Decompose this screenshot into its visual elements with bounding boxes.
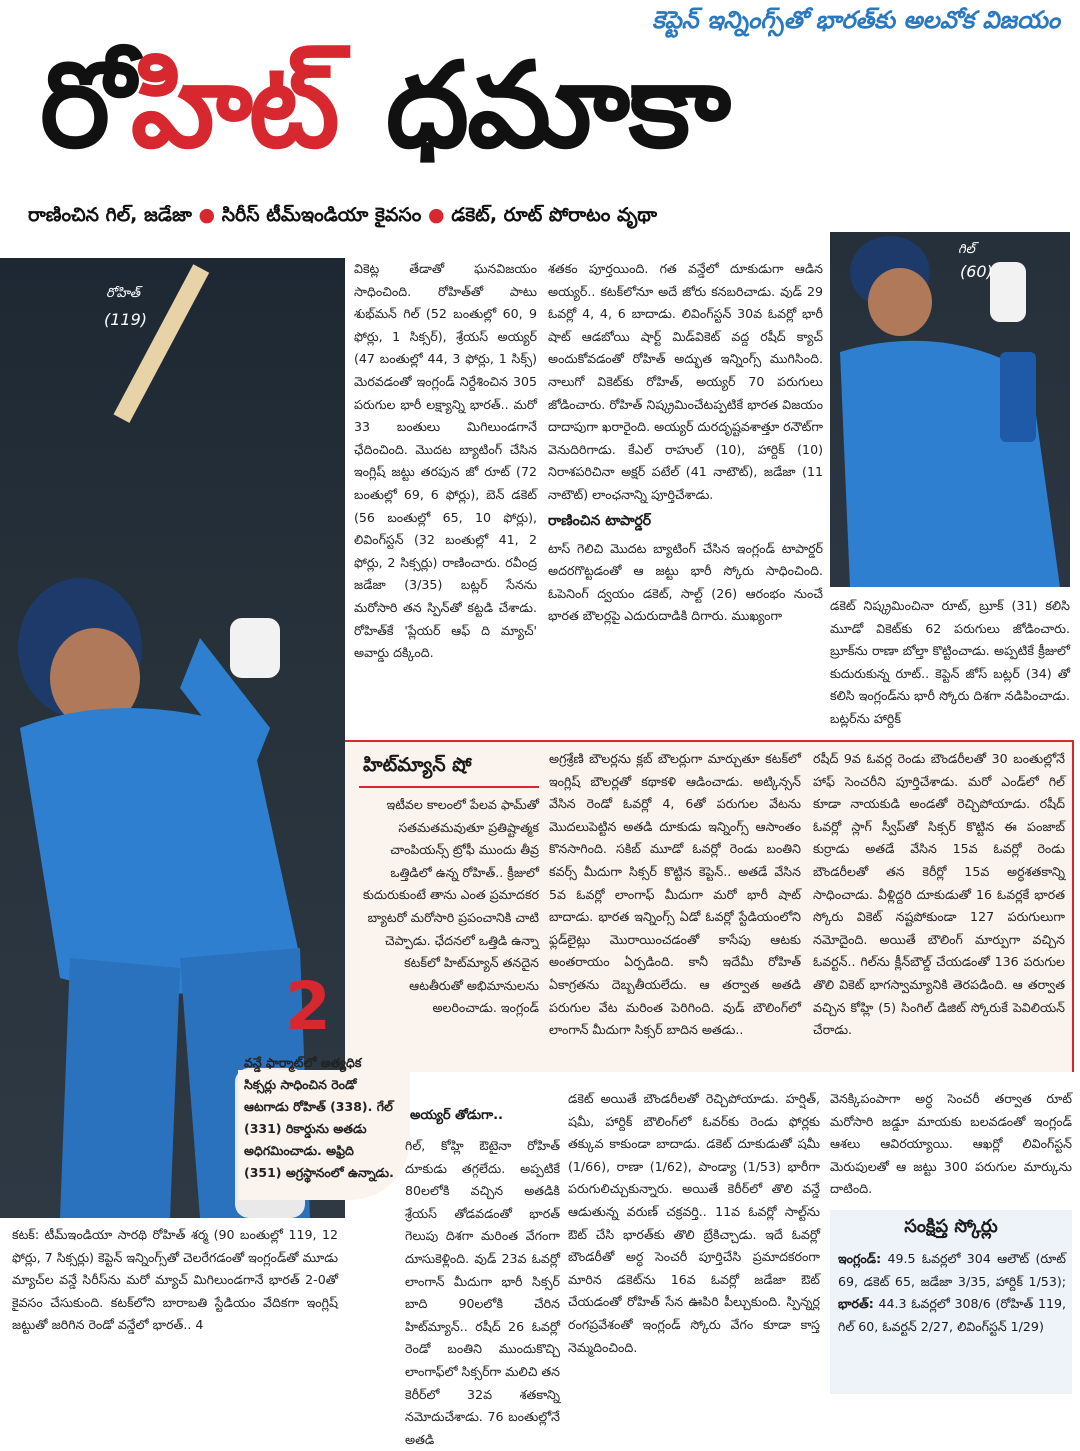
rohit-caption: రోహిత్ — [106, 286, 140, 301]
bullet-icon: ● — [198, 204, 216, 226]
article-bottom-col2: గిల్, కోహ్లి ఔటైనా రోహిత్ దూకుడు తగ్గలేదు. అప్పటికే 80లలోకి వచ్చిన అతడికి శ్రేయస్ తోడవడంతో భారత్ గెలుపు దిశగా మరింత వేగంగా దూసుకెళ్లింది. వుడ్ 23వ ఓవర్లో లాంగాన్ మీదుగా భారీ సిక్సర్ బాది 90లలోకి చేరిన హిట్‌మ్యాన్.. రషీద్ 26 ఓవర్లో రెండో బంతిని ముందుకొచ్చి లాంగాఫ్‌లో సిక్సర్‌గా మలిచి తన కెరీర్‌లో 32వ శతకాన్ని నమోదుచేశాడు. 76 బంతుల్లోనే అతడి — [405, 1138, 560, 1447]
scores-title: సంక్షిప్త స్కోర్లు — [904, 1216, 998, 1237]
scores-ind: 44.3 ఓవర్లలో 308/6 (రోహిత్ 119, గిల్ 60, ఓవర్టన్ 2/27, లివింగ్‌స్టన్ 1/29) — [838, 1296, 1066, 1334]
article-col3-top: శతకం పూర్తయింది. గత వన్డేలో దూకుడుగా ఆడిన అయ్యర్.. కటక్‌లోనూ అదే జోరు కనబరిచాడు. వుడ్ 29 ఓవర్లో 4, 4, 6 బాదాడు. లివింగ్‌స్టన్ 30వ ఓవర్లో భారీ షాట్ ఆడబోయి షార్ట్ మిడ్‌వికెట్ వద్ద రషీద్ క్యాచ్ అందుకోవడంతో రోహిత్ అద్భుత ఇన్నింగ్స్ ముగిసింది. నాలుగో వికెట్‌కు రోహిత్, అయ్యర్ 70 పరుగులు జోడించారు. రోహిత్ నిష్క్రమించేటప్పటికే భారత విజయం దాదాపుగా ఖరారైంది. అయ్యర్ దురదృష్టవశాత్తూ రనౌట్‌గా వెనుదిరిగాడు. కేఎల్ రాహుల్ (10), హార్దిక్ (10) నిరాశపరిచినా అక్షర్ పటేల్ (41 నాటౌట్), జడేజా (11 నాటౌట్) లాంఛనాన్ని పూర్తిచేశాడు. — [548, 261, 823, 502]
subhead-strip — [28, 204, 828, 240]
hitman-box-col1: ఇటీవల కాలంలో పేలవ ఫామ్‌తో సతమతమవుతూ ప్రతిష్టాత్మక చాంపియన్స్ ట్రోఫీ ముందు తీవ్ర ఒత్తిడిలో ఉన్న రోహిత్.. క్రీజులో కుదురుకుంటే తాను ఎంత ప్రమాదకర బ్యాటరో మరోసారి ప్రపంచానికి చాటి చెప్పాడు. ఛేదనలో ఒత్తిడి ఉన్నా కటక్‌లో హిట్‌మ్యాన్ తనదైన ఆటతీరుతో అభిమానులను అలరించాడు. ఇంగ్లండ్ — [362, 797, 539, 1016]
headline — [40, 36, 1060, 196]
gill-score: (60) — [960, 262, 993, 281]
bullet-icon: ● — [427, 204, 445, 226]
subhead-3: డకెట్, రూట్ పోరాటం వృథా — [451, 204, 657, 226]
subhead-1: రాణించిన గిల్, జడేజా — [28, 204, 192, 226]
scores-eng: 49.5 ఓవర్లలో 304 ఆలౌట్ (రూట్ 69, డకెట్ 65, జడేజా 3/35, హార్దిక్ 1/53); — [838, 1251, 1066, 1289]
gill-illustration — [830, 232, 1070, 587]
hitman-box-title: హిట్‌మ్యాన్ షో — [363, 754, 472, 776]
scores-ind-label: భారత్: — [838, 1296, 874, 1312]
gill-photo — [830, 232, 1070, 587]
article-col3-sub-text: టాస్ గెలిచి మొదట బ్యాటింగ్ చేసిన ఇంగ్లండ్ టాపార్డర్ అదరగొట్టడంతో ఆ జట్టు భారీ స్కోరు సాధించింది. ఓపెనింగ్ ద్వయం డకెట్, సాల్ట్ (26) ఆరంభం నుంచే భారత బౌలర్లపై ఎదురుదాడికి దిగారు. ముఖ్యంగా — [548, 540, 823, 624]
article-bottom-col3: డకెట్ అయితే బౌండరీలతో రెచ్చిపోయాడు. హర్షిత్, షమీ, హార్దిక్ బౌలింగ్‌లో ఓవర్‌కు రెండు ఫోర్లకు తక్కువ కాకుండా బాదాడు. డకెట్ దూకుడుతో షమీ (1/66), రాణా (1/62), పాండ్యా (1/53) భారీగా పరుగులిచ్చుకున్నారు. అయితే కెరీర్‌లో తొలి వన్డే ఆడుతున్న వరుణ్ చక్రవర్తి.. 11వ ఓవర్లో సాల్ట్‌ను ఔట్ చేసి భారత్‌కు తొలి బ్రేకిచ్చాడు. ఇదే ఓవర్లో బౌండరీతో అర్ధ సెంచరీ పూర్తిచేసి ప్రమాదకరంగా మారిన డకెట్‌ను 16వ ఓవర్లో జడేజా ఔట్ చేయడంతో రోహిత్ సేన ఊపిరి పీల్చుకుంది. స్పిన్నర్ల రంగప్రవేశంతో ఇంగ్లండ్ స్కోరు వేగం కూడా కాస్త నెమ్మదించింది. — [568, 1091, 820, 1355]
article-col3-top-wrap — [548, 258, 823, 728]
headline-part-ro: రో — [40, 36, 131, 174]
stat-text: వన్డే ఫార్మాట్‌లో అత్యధిక సిక్సర్లు సాధించిన రెండో ఆటగాడు రోహిత్ (338). గేల్ (331) రికార్డును అతడు అధిగమించాడు. అఫ్రిది (351) అగ్రస్థానంలో ఉన్నాడు. — [244, 1055, 394, 1180]
scores-eng-label: ఇంగ్లండ్: — [838, 1251, 882, 1266]
article-col4-top: డకెట్ నిష్క్రమించినా రూట్, బ్రూక్ (31) కలిసి మూడో వికెట్‌కు 62 పరుగులు జోడించారు. బ్రూక్‌ను రాణా బోల్తా కొట్టించాడు. అప్పటికే క్రీజులో కుదురుకున్న రూట్.. కెప్టెన్ జోస్ బట్లర్ (34) తో కలిసి ఇంగ్లండ్‌ను భారీ స్కోరు దిశగా నడిపించాడు. బట్లర్‌ను హార్దిక్ — [830, 598, 1070, 726]
col3-subheading: రాణించిన టాపార్డర్ — [548, 512, 652, 529]
hitman-box-title-underline — [359, 786, 539, 788]
article-bottom-col4: వెనక్కిపంపాగా అర్ధ సెంచరీ తర్వాత రూట్ మరోసారి జడ్డూ మాయకు బలవడంతో ఇంగ్లండ్ ఆశలు ఆవిరయ్యాయి. ఆఖర్లో లివింగ్‌స్టన్ మెరుపులతో ఆ జట్టు 300 పరుగుల మార్కును దాటింది. — [830, 1091, 1072, 1197]
hitman-box-col3: రషీద్ 9వ ఓవర్ల రెండు బౌండరీలతో 30 బంతుల్లోనే హాఫ్ సెంచరీని పూర్తిచేశాడు. మరో ఎండ్‌లో గిల్ కూడా నాయకుడి అండతో రెచ్చిపోయాడు. రషీద్ ఓవర్లో స్లాగ్ స్వీప్‌తో సిక్సర్ కొట్టిన ఈ పంజాబ్ కుర్రాడు అతడే వేసిన 15వ ఓవర్లో రెండు బౌండరీలతో తన కెరీర్లో 15వ అర్ధశతకాన్ని సాధించాడు. వీళ్లిద్దరి దూకుడుతో 16 ఓవర్లకే భారత స్కోరు వికెట్ నష్టపోకుండా 127 పరుగులుగా నమోదైంది. అయితే బౌలింగ్ మార్పుగా వచ్చిన ఓవర్టన్.. గిల్‌ను క్లీన్‌బౌల్డ్ చేయడంతో 136 పరుగుల తొలి వికెట్ భాగస్వామ్యానికి తెరపడింది. ఆ తర్వాత వచ్చిన కోహ్లి (5) సింగిల్ డిజిట్ స్కోరుకే పెవిలియన్ చేరాడు. — [813, 751, 1065, 1038]
hitman-box-col2: అగ్రశ్రేణి బౌలర్లను క్లబ్ బౌలర్లుగా మార్చుతూ కటక్‌లో ఇంగ్లిష్ బౌలర్లతో కథాకళి ఆడించాడు. అట్కిన్సన్ వేసిన రెండో ఓవర్లో 4, 6తో పరుగుల వేటను మొదలుపెట్టిన అతడి దూకుడు ఇన్నింగ్స్ ఆసాంతం కొనసాగింది. సకిబ్ మూడో ఓవర్లో రెండు బంతిని కవర్స్ మీదుగా సిక్సర్ కొట్టిన కెప్టెన్.. అతడే వేసిన 5వ ఓవర్లో లాంగాఫ్ మీదుగా మరో భారీ షాట్ బాదాడు. భారత ఇన్నింగ్స్ ఏడో ఓవర్లో స్టేడియంలోని ఫ్లడ్‌లైట్లు మొరాయించడంతో కాసేపు ఆటకు అంతరాయం ఏర్పడింది. కానీ ఇదేమీ రోహిత్ ఏకాగ్రతను దెబ్బతీయలేదు. ఆ తర్వాత అతడి పరుగుల వేట మరింత పెరిగింది. వుడ్ బౌలింగ్‌లో లాంగాన్ మీదుగా సిక్సర్ బాదిన అతడు.. — [549, 751, 801, 1038]
article-col2-top: వికెట్ల తేడాతో ఘనవిజయం సాధించింది. రోహిత్‌తో పాటు శుభ్‌మన్ గిల్ (52 బంతుల్లో 60, 9 ఫోర్లు, 1 సిక్సర్), శ్రేయస్ అయ్యర్ (47 బంతుల్లో 44, 3 ఫోర్లు, 1 సిక్స్) మెరవడంతో ఇంగ్లండ్ నిర్దేశించిన 305 పరుగుల భారీ లక్ష్యాన్ని భారత్.. మరో 33 బంతులు మిగిలుండగానే ఛేదించింది. మొదట బ్యాటింగ్ చేసిన ఇంగ్లిష్ జట్టు తరపున జో రూట్ (72 బంతుల్లో 69, 6 ఫోర్లు), బెన్ డకెట్ (56 బంతుల్లో 65, 10 ఫోర్లు), లివింగ్‌స్టన్ (32 బంతుల్లో 41, 2 ఫోర్లు, 2 సిక్సర్లు) రాణించారు. రవీంద్ర జడేజా (3/35) బట్లర్ సేనను మరోసారి తన స్పిన్‌తో కట్టడి చేశాడు. రోహిత్‌కే 'ప్లేయర్ ఆఫ్ ది మ్యాచ్' అవార్డు దక్కింది. — [354, 261, 537, 661]
subhead-2: సిరీస్ టీమ్‌ఇండియా కైవసం — [221, 204, 422, 226]
bottom-col2-subheading: అయ్యర్ తోడుగా.. — [410, 1108, 503, 1123]
gill-caption: గిల్ — [958, 242, 975, 257]
scores-text — [838, 1248, 1066, 1338]
scores-box — [830, 1210, 1072, 1394]
headline-part-dhamaka: ధమాకా — [385, 36, 729, 174]
rohit-score: (119) — [104, 310, 148, 329]
hitman-box — [345, 740, 1074, 1072]
kicker: కెప్టెన్ ఇన్నింగ్స్‌తో భారత్‌కు అలవోక విజయం — [652, 6, 1060, 34]
article-bottom-col1: కటక్: టీమ్‌ఇండియా సారథి రోహిత్ శర్మ (90 బంతుల్లో 119, 12 ఫోర్లు, 7 సిక్సర్లు) కెప్టెన్ ఇన్నింగ్స్‌తో చెలరేగడంతో ఇంగ్లండ్‌తో మూడు మ్యాచ్‌ల వన్డే సిరీస్‌ను మరో మ్యాచ్ మిగిలుండగానే భారత్ 2-0తో కైవసం చేసుకుంది. కటక్‌లోని బారాబతి స్టేడియం వేదికగా ఇంగ్లిష్ జట్టుతో జరిగిన రెండో వన్డేలో భారత్.. 4 — [12, 1227, 338, 1333]
stat-number: 2 — [285, 968, 331, 1045]
headline-part-hit: హిట్ — [130, 36, 336, 174]
